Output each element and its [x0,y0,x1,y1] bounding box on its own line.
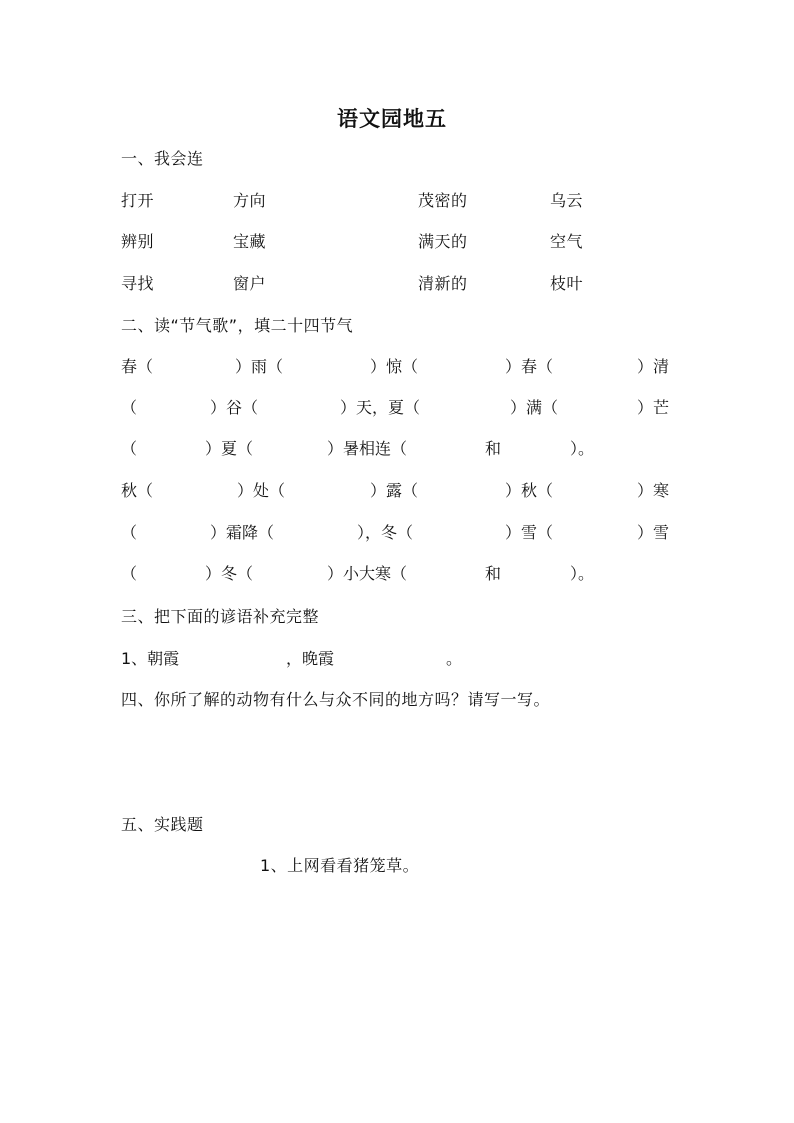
solar-term-row-1-seg-3: ）惊（ [370,357,419,376]
match-right-a-3: 清新的 [418,274,468,293]
page-title: 语文园地五 [337,106,447,131]
match-right-a-1: 茂密的 [418,191,468,210]
solar-term-row-6-seg-2: ）冬（ [205,564,254,583]
proverb-end: 。 [446,649,463,668]
section-2-heading: 二、读“节气歌”，填二十四节气 [121,316,354,335]
match-left-b-1: 方向 [233,191,267,210]
solar-term-row-4-seg-3: ）露（ [370,481,419,500]
match-right-b-3: 枝叶 [550,274,584,293]
solar-term-row-3-seg-2: ）夏（ [205,439,254,458]
solar-term-row-4-seg-4: ）秋（ [505,481,554,500]
solar-term-row-5-seg-5: ）雪 [637,523,670,542]
solar-term-row-6-seg-5: ）。 [570,564,595,583]
solar-term-row-4-seg-5: ）寒 [637,481,670,500]
solar-term-row-1-seg-5: ）清 [637,357,670,376]
solar-term-row-3-seg-3: ）暑相连（ [327,439,408,458]
match-left-a-2: 辨别 [121,232,155,251]
solar-term-row-3-seg-4: 和 [485,439,502,458]
match-left-a-1: 打开 [121,191,155,210]
section-3-heading: 三、把下面的谚语补充完整 [121,607,320,626]
solar-term-row-5-seg-1: （ [121,523,138,542]
solar-term-row-5-seg-3: ），冬（ [357,523,414,542]
solar-term-row-2-seg-3: ）天，夏（ [340,398,421,417]
solar-term-row-2-seg-5: ）芒 [637,398,670,417]
solar-term-row-4-seg-1: 秋（ [121,481,154,500]
proverb-prefix: 1、朝霞 [121,649,180,668]
solar-term-row-6-seg-3: ）小大寒（ [327,564,408,583]
section-5-heading: 五、实践题 [121,815,204,834]
match-right-a-2: 满天的 [418,232,468,251]
solar-term-row-3-seg-5: ）。 [570,439,595,458]
match-left-b-2: 宝藏 [233,232,267,251]
solar-term-row-2-seg-2: ）谷（ [210,398,259,417]
solar-term-row-3-seg-1: （ [121,439,138,458]
solar-term-row-2-seg-1: （ [121,398,138,417]
solar-term-row-4-seg-2: ）处（ [237,481,286,500]
match-left-a-3: 寻找 [121,274,155,293]
solar-term-row-2-seg-4: ）满（ [510,398,559,417]
solar-term-row-6-seg-4: 和 [485,564,502,583]
section-4-heading: 四、你所了解的动物有什么与众不同的地方吗？请写一写。 [121,690,551,709]
proverb-middle: ，晚霞 [286,649,335,668]
practice-item: 1、上网看看猪笼草。 [260,856,420,875]
section-1-heading: 一、我会连 [121,149,204,168]
match-right-b-2: 空气 [550,232,584,251]
solar-term-row-6-seg-1: （ [121,564,138,583]
match-left-b-3: 窗户 [233,274,267,293]
solar-term-row-1-seg-2: ）雨（ [235,357,284,376]
solar-term-row-5-seg-2: ）霜降（ [210,523,275,542]
solar-term-row-5-seg-4: ）雪（ [505,523,554,542]
match-right-b-1: 乌云 [550,191,584,210]
solar-term-row-1-seg-1: 春（ [121,357,154,376]
solar-term-row-1-seg-4: ）春（ [505,357,554,376]
